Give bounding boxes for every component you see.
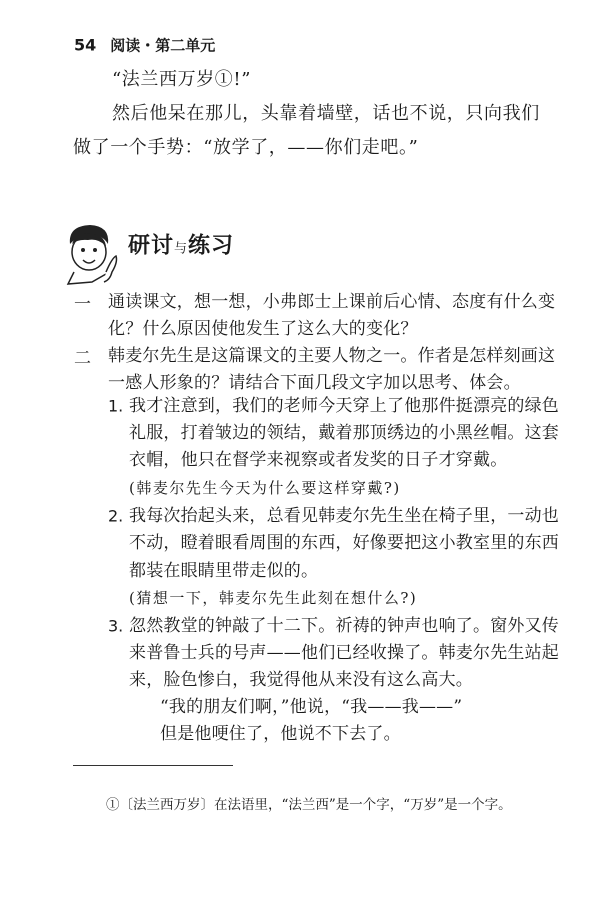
item-line: 来，脸色惨白，我觉得他从来没有这么高大。 (129, 670, 473, 690)
item-line: 来普鲁士兵的号声——他们已经收操了。韩麦尔先生站起 (129, 643, 559, 663)
running-header (74, 35, 215, 56)
section-heading: 研讨与练习 (128, 233, 235, 259)
question-line: 一感人形象的？请结合下面几段文字加以思考、体会。 (108, 373, 521, 393)
passage-line: 做了一个手势：“放学了，——你们走吧。” (73, 137, 419, 158)
question-marker: 二 (74, 348, 91, 369)
item-line: 衣帽，他只在督学来视察或者发奖的日子才穿戴。 (129, 450, 508, 470)
item-line: “我的朋友们啊，”他说，“我——我——” (160, 697, 463, 717)
page-number: 54 (74, 35, 97, 55)
footnote-divider (73, 765, 233, 766)
item-line: 不动，瞪着眼看周围的东西，好像要把这小教室里的东西 (129, 533, 559, 553)
item-line: 都装在眼睛里带走似的。 (129, 561, 319, 581)
passage-line: 然后他呆在那儿，头靠着墙壁，话也不说，只向我们 (112, 103, 540, 124)
section-title: 阅读・第二单元 (110, 36, 216, 55)
item-line: 我才注意到，我们的老师今天穿上了他那件挺漂亮的绿色 (129, 396, 559, 416)
question-line: 化？什么原因使他发生了这么大的变化？ (108, 319, 418, 339)
cartoon-boy-icon (62, 222, 124, 286)
passage-line: “法兰西万岁①!” (112, 69, 252, 90)
question-line: 通读课文，想一想，小弗郎士上课前后心情、态度有什么变 (108, 292, 556, 312)
item-number: 3. (108, 616, 124, 636)
item-number: 2. (108, 506, 124, 526)
item-note: (韩麦尔先生今天为什么要这样穿戴?) (129, 479, 401, 497)
item-line: 礼服，打着皱边的领结，戴着那顶绣边的小黑丝帽。这套 (129, 423, 559, 443)
item-note: (猜想一下，韩麦尔先生此刻在想什么?) (129, 589, 418, 607)
question-line: 韩麦尔先生是这篇课文的主要人物之一。作者是怎样刻画这 (108, 346, 556, 366)
item-line: 忽然教堂的钟敲了十二下。祈祷的钟声也响了。窗外又传 (129, 616, 559, 636)
item-number: 1. (108, 396, 124, 416)
question-marker: 一 (74, 294, 91, 315)
item-line: 但是他哽住了，他说不下去了。 (160, 724, 401, 744)
item-line: 我每次抬起头来，总看见韩麦尔先生坐在椅子里，一动也 (129, 506, 559, 526)
footnote: ①〔法兰西万岁〕在法语里，“法兰西”是一个字，“万岁”是一个字。 (106, 797, 512, 813)
